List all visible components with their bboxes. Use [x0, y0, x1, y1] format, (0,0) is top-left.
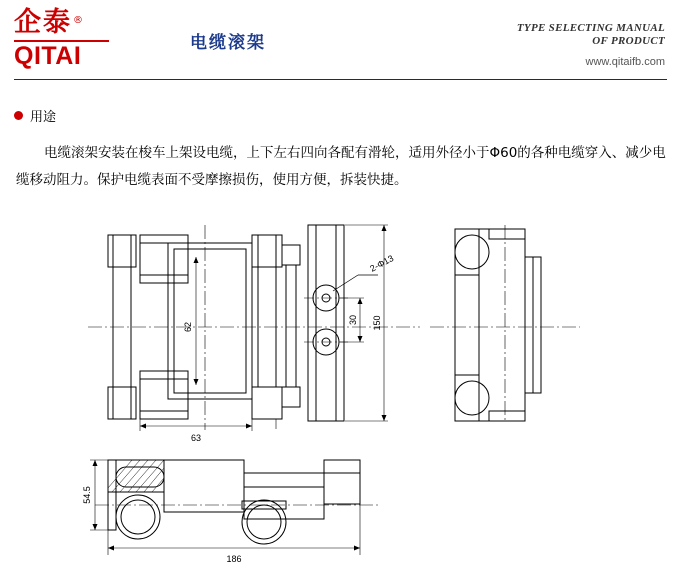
manual-line-1: TYPE SELECTING MANUAL — [516, 22, 665, 34]
dimension-63: 63 — [190, 433, 202, 443]
dimension-186: 186 — [226, 554, 242, 564]
dimension-62: 62 — [183, 321, 193, 333]
side-view — [430, 225, 580, 421]
technical-drawing — [0, 215, 681, 565]
page-title: 电缆滚架 — [190, 33, 266, 53]
logo-chinese-text: 企泰 — [14, 7, 72, 38]
header-manual-info — [517, 22, 665, 68]
company-logo — [14, 8, 134, 69]
dimension-hole-note: 2-Φ13 — [368, 253, 396, 274]
page-header — [0, 0, 681, 82]
dimension-54-5: 54.5 — [82, 486, 92, 504]
dimension-30: 30 — [348, 314, 358, 326]
logo-english-name: QITAI — [14, 42, 82, 70]
manual-line-2: OF PRODUCT — [592, 35, 665, 47]
dimension-150: 150 — [372, 315, 382, 331]
header-divider — [14, 79, 667, 80]
logo-chinese-name — [14, 7, 85, 38]
plan-view — [90, 460, 380, 555]
bullet-icon — [14, 111, 23, 120]
registered-trademark-icon: ® — [73, 15, 85, 26]
section-heading-label: 用途 — [30, 110, 57, 125]
section-paragraph: 电缆滚架安装在梭车上架设电缆，上下左右四向各配有滑轮，适用外径小于Φ60的各种电缆穿入、减少电缆移动阻力。保护电缆表面不受摩擦损伤，使用方便，拆装快捷。 — [16, 145, 666, 188]
drawing-svg — [0, 215, 681, 565]
section-heading — [14, 106, 56, 125]
front-view — [88, 225, 420, 431]
company-website: www.qitaifb.com — [585, 56, 665, 68]
